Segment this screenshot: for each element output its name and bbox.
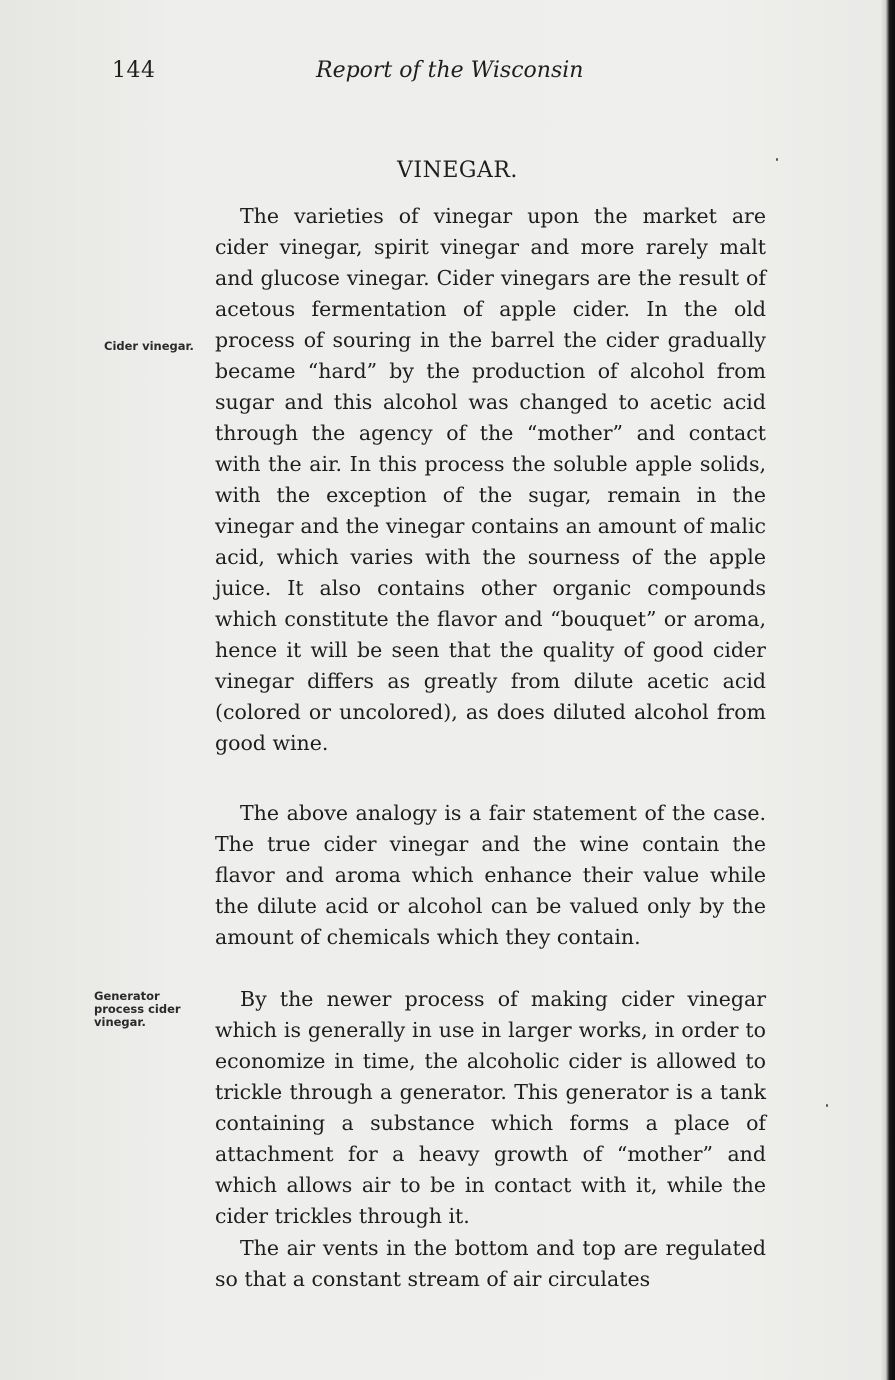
paragraph-text: By the newer process of making cider vinegar which is generally in use in larger works, in order to economize in time, the alcoholic cider is allowed to trickle through a generator. This generator is a tank containing a substance which forms a place of attachment for a heavy growth of “mother” and which allows air to be in contact with it, while the cider trickles through it. — [215, 987, 766, 1228]
paragraph-text: The varieties of vinegar upon the market are cider vinegar, spirit vinegar and more rarely malt and glucose vinegar. Cider vinegars are the result of acetous fermentation of apple cider. In the old process of souring in the barrel the cider gradually became “hard” by the production of alcohol from sugar and this alcohol was changed to acetic acid through the agency of the “mother” and contact with the air. In this process the soluble apple solids, with the exception of the sugar, remain in the vinegar and the vinegar contains an amount of malic acid, which varies with the sourness of the apple juice. It also contains other organic compounds which constitute the flavor and “bouquet” or aroma, hence it will be seen that the quality of good cider vinegar differs as greatly from dilute acetic acid (colored or uncolored), as does diluted alcohol from good wine. — [215, 204, 766, 755]
paragraph-text: The air vents in the bottom and top are regulated so that a constant stream of air circulates — [215, 1236, 766, 1291]
paragraph-varieties — [215, 201, 766, 759]
paragraph-analogy — [215, 798, 766, 953]
running-head — [0, 58, 895, 92]
print-speck — [826, 1104, 828, 1107]
paragraph-generator-process — [215, 984, 766, 1232]
paragraph-text: The above analogy is a fair statement of the case. The true cider vinegar and the wine contain the flavor and aroma which enhance their value while the dilute acid or alcohol can be valued only by the amount of chemicals which they contain. — [215, 801, 766, 949]
page-number: 144 — [112, 58, 156, 83]
running-title: Report of the Wisconsin — [316, 58, 584, 83]
paragraph-air-vents — [215, 1233, 766, 1295]
print-speck — [776, 158, 778, 161]
margin-note-generator-process: Generator process cider vinegar. — [94, 989, 181, 1029]
section-title: VINEGAR. — [397, 158, 518, 183]
page-gutter-shadow — [881, 0, 895, 1380]
margin-note-cider-vinegar: Cider vinegar. — [104, 339, 194, 353]
